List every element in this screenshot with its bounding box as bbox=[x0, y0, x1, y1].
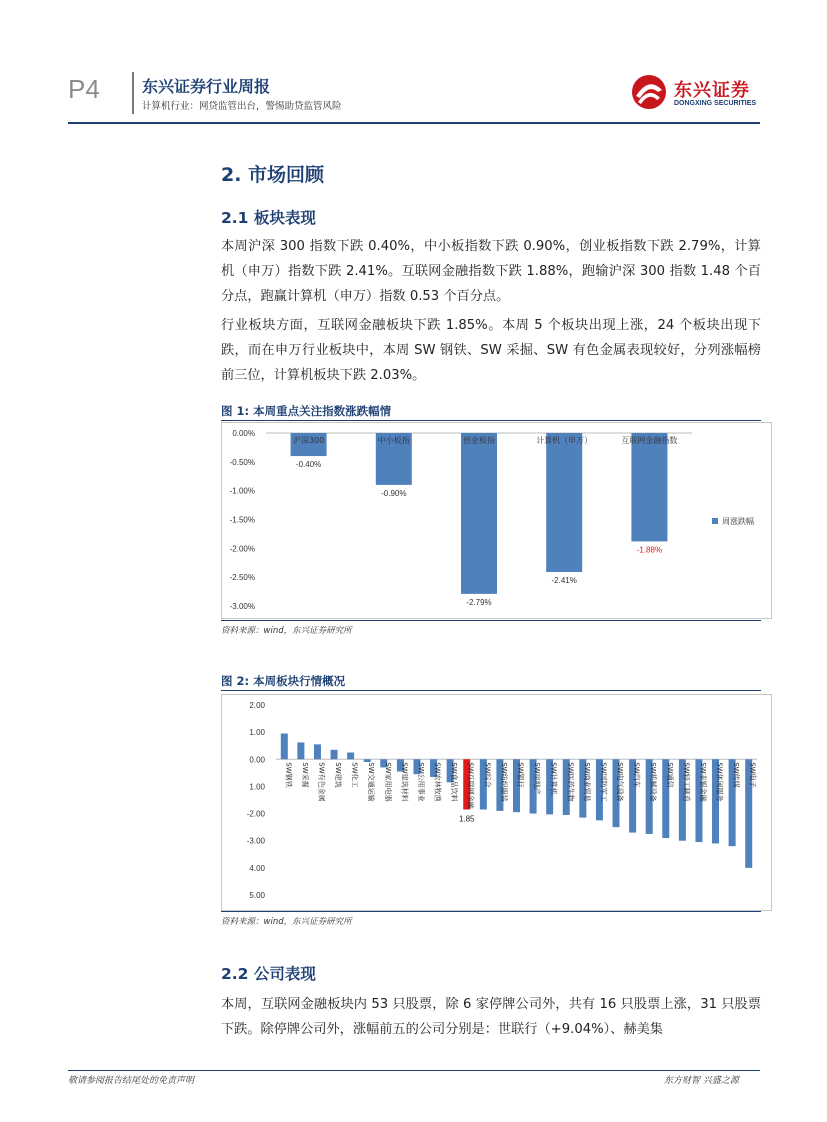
y-tick-label: -3.00% bbox=[229, 602, 255, 611]
bar bbox=[631, 433, 667, 541]
footer-disclaimer: 敬请参阅报告结尾处的免责声明 bbox=[68, 1076, 195, 1086]
category-label: SW非银金融 bbox=[698, 762, 707, 802]
category-label: SW钢铁 bbox=[284, 762, 293, 788]
page-number: P4 bbox=[68, 74, 100, 104]
legend-label: 周涨跌幅 bbox=[722, 517, 754, 526]
paragraph-company-performance: 本周，互联网金融板块内 53 只股票，除 6 家停牌公司外，共有 16 只股票上涨，31 只股票下跌。除停牌公司外，涨幅前五的公司分别是：世联行（+9.04%）、赫美集 bbox=[221, 997, 761, 1037]
figure1-rule bbox=[221, 420, 761, 421]
figure2-rule bbox=[221, 690, 761, 691]
category-label: SW交通运输 bbox=[367, 762, 376, 802]
category-label: SW建筑 bbox=[334, 762, 343, 788]
y-tick-label: -3.00 bbox=[246, 836, 265, 846]
figure1-chart bbox=[221, 422, 772, 619]
logo-text-cn: 东兴证券 bbox=[674, 80, 750, 101]
category-label: SW计算机 bbox=[549, 762, 558, 795]
category-label: SW纺织服装 bbox=[499, 762, 508, 802]
category-label: SW互联网金融 bbox=[466, 762, 475, 809]
footer-rule bbox=[68, 1070, 760, 1071]
section-title: 2. 市场回顾 bbox=[221, 164, 325, 186]
paragraph-sector-performance: 行业板块方面，互联网金融板块下跌 1.85%。本周 5 个板块出现上涨，24 个板块出现下跌，而在申万行业板块中，本周 SW 钢铁、SW 采掘、SW 有色金属表现较好，分列涨幅榜前三位，计算机板块下跌 2.03%。 bbox=[221, 318, 761, 383]
category-label: SW有色金属 bbox=[317, 762, 326, 802]
category-label: SW商业贸易 bbox=[582, 762, 591, 802]
logo-text-en: DONGXING SECURITIES bbox=[674, 100, 757, 107]
footer-slogan: 东方财智 兴盛之源 bbox=[664, 1076, 739, 1086]
data-label: -1.88% bbox=[636, 545, 663, 555]
data-label: -0.90% bbox=[381, 488, 407, 498]
y-tick-label: 0.00 bbox=[249, 755, 265, 765]
category-label: SW机械设备 bbox=[649, 762, 658, 802]
figure1-title: 图 1: 本周重点关注指数涨跌幅情 bbox=[221, 404, 392, 418]
y-tick-label: 2.00 bbox=[249, 701, 265, 710]
category-label: SW房地产 bbox=[533, 762, 542, 795]
y-tick-label: 1.00 bbox=[249, 728, 265, 738]
data-label: -0.40% bbox=[295, 460, 322, 470]
category-label: 互联网金融指数 bbox=[621, 436, 678, 445]
legend-swatch bbox=[712, 518, 718, 524]
category-label: 中小板指 bbox=[377, 436, 410, 445]
bar bbox=[331, 750, 338, 760]
bar bbox=[347, 753, 354, 760]
report-title: 东兴证券行业周报 bbox=[142, 77, 271, 96]
category-label: SW采掘 bbox=[300, 762, 309, 788]
y-tick-label: -1.50% bbox=[229, 515, 255, 525]
data-label: 1.85 bbox=[458, 814, 475, 824]
figure2-source: 资料来源：wind，东兴证券研究所 bbox=[221, 917, 352, 927]
category-label: SW医药生物 bbox=[566, 762, 575, 802]
bar bbox=[461, 433, 497, 594]
y-tick-label: -2.00 bbox=[246, 809, 265, 819]
category-label: SW化工 bbox=[350, 762, 359, 788]
bar bbox=[546, 433, 582, 572]
subsection-title-company: 2.2 公司表现 bbox=[221, 965, 316, 983]
y-tick-label: -2.00% bbox=[229, 544, 255, 554]
y-tick-label: -1.00% bbox=[229, 486, 255, 496]
y-tick-label: -0.50% bbox=[229, 457, 255, 467]
y-tick-label: 1.00 bbox=[249, 782, 265, 792]
category-label: 沪深300 bbox=[292, 436, 325, 445]
header-divider bbox=[132, 72, 134, 114]
category-label: SW公用事业 bbox=[416, 762, 425, 802]
figure2-bottom-rule bbox=[221, 911, 761, 912]
bar bbox=[314, 744, 321, 759]
report-subtitle: 计算机行业：网贷监管出台，警惕助贷监管风险 bbox=[142, 101, 342, 112]
category-label: SW通信 bbox=[665, 762, 674, 788]
y-tick-label: -2.50% bbox=[229, 573, 255, 583]
bar bbox=[281, 734, 288, 760]
paragraph-index-performance: 本周沪深 300 指数下跌 0.40%，中小板指数下跌 0.90%，创业板指数下跌 2.79%，计算机（申万）指数下跌 2.41%。互联网金融指数下跌 1.88%，跑输沪深 300 指数 1.48 个百分点，跑赢计算机（申万）指数 0.53 个百分点。 bbox=[221, 239, 761, 304]
y-tick-label: 4.00 bbox=[249, 863, 265, 873]
bar bbox=[297, 742, 304, 759]
category-label: SW电子 bbox=[748, 762, 757, 788]
figure2-title: 图 2: 本周板块行情概况 bbox=[221, 674, 346, 688]
y-tick-label: 0.00% bbox=[232, 429, 255, 438]
figure2-chart bbox=[221, 694, 772, 911]
category-label: SW食品饮料 bbox=[450, 762, 459, 802]
category-label: SW国防军工 bbox=[599, 762, 608, 802]
category-label: SW农林牧渔 bbox=[433, 762, 442, 802]
category-label: SW家用电器 bbox=[383, 762, 392, 802]
category-label: SW建筑材料 bbox=[400, 762, 409, 802]
y-tick-label: 5.00 bbox=[249, 891, 265, 900]
category-label: SW传媒 bbox=[732, 762, 741, 788]
subsection-title-sector: 2.1 板块表现 bbox=[221, 209, 316, 227]
data-label: -2.41% bbox=[551, 575, 577, 585]
category-label: SW休闲服务 bbox=[715, 762, 724, 802]
category-label: SW轻工制造 bbox=[682, 762, 691, 802]
figure1-source: 资料来源：wind，东兴证券研究所 bbox=[221, 626, 352, 636]
category-label: 计算机（申万） bbox=[536, 436, 593, 445]
header-rule bbox=[68, 122, 760, 124]
category-label: SW综合 bbox=[483, 762, 492, 788]
figure1-bottom-rule bbox=[221, 620, 761, 621]
category-label: SW电气设备 bbox=[616, 762, 625, 802]
category-label: SW银行 bbox=[516, 762, 525, 788]
data-label: -2.79% bbox=[466, 597, 492, 607]
category-label: 创业板指 bbox=[463, 436, 495, 445]
category-label: SW汽车 bbox=[632, 762, 641, 788]
